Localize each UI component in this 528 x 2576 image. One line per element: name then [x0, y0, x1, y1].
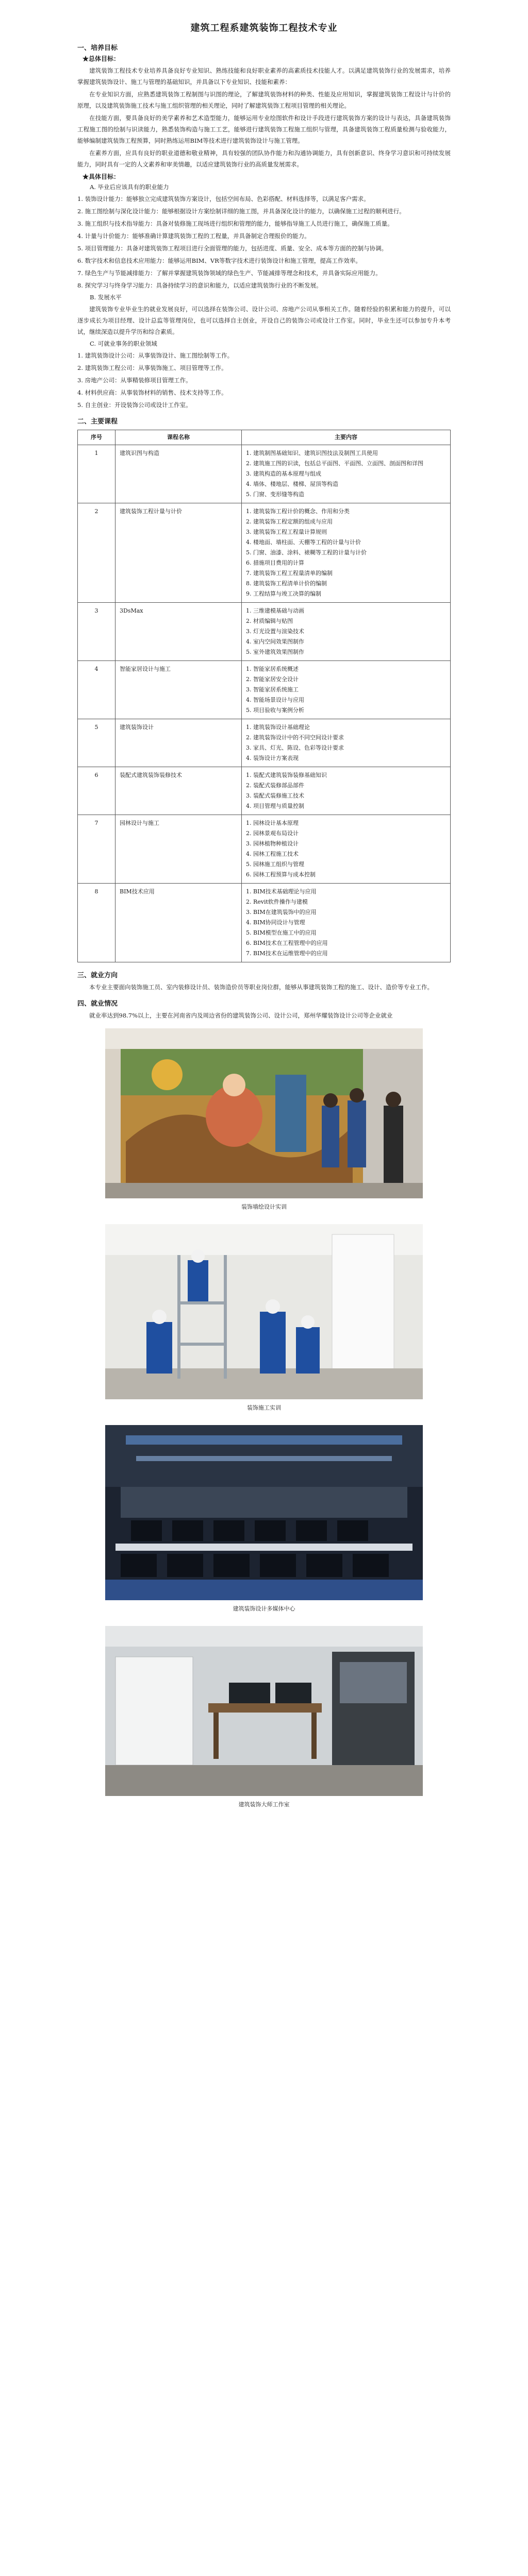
course-content-line: 5. 园林施工组织与管理 — [246, 861, 304, 868]
course-content-line: 5. 室外建筑效果图制作 — [246, 649, 304, 655]
overall-goal-heading: ★总体目标： — [82, 55, 120, 62]
list-item: 6. 数字技术和信息技术应用能力：能够运用BIM、VR等数字技术进行装饰设计和施工管理，提高工作效率。 — [77, 257, 361, 264]
course-content-line: 2. 材质编辑与贴图 — [246, 618, 293, 624]
course-name: 智能家居设计与施工 — [116, 661, 242, 719]
course-content-line: 7. BIM技术在运维管理中的应用 — [246, 950, 328, 957]
course-content — [242, 661, 451, 719]
course-seq: 4 — [78, 661, 116, 719]
course-content-line: 6. 措施项目费用的计算 — [246, 560, 304, 566]
section-objectives — [77, 42, 451, 411]
list-item: 8. 探究学习与终身学习能力：具备持续学习的意识和能力，以适应建筑装饰行业的不断发展。 — [77, 282, 322, 289]
course-content — [242, 719, 451, 767]
section-heading: 二、主要课程 — [77, 418, 118, 426]
course-content — [242, 815, 451, 884]
table-row — [78, 815, 451, 884]
course-content-line: 5. 门窗、油漆、涂料、裱糊等工程的计量与计价 — [246, 549, 367, 556]
course-content-line: 6. BIM技术在工程管理中的应用 — [246, 940, 328, 946]
section-employment-direction — [77, 970, 451, 993]
course-name: 建筑装饰工程计量与计价 — [116, 503, 242, 603]
course-content — [242, 767, 451, 815]
document-title: 建筑工程系建筑装饰工程技术专业 — [190, 23, 338, 33]
course-content-line: 1. 园林设计基本原理 — [246, 820, 299, 826]
list-item: 7. 绿色生产与节能减排能力：了解并掌握建筑装饰领域的绿色生产、节能减排等理念和技术，并具备实际应用能力。 — [77, 269, 382, 277]
col-header-content: 主要内容 — [242, 430, 451, 445]
course-seq: 7 — [78, 815, 116, 884]
course-content-line: 4. 墙体、楼地层、楼梯、屋顶等构造 — [246, 481, 338, 487]
specific-goal-heading: ★具体目标： — [82, 173, 120, 180]
course-content-line: 4. 室内空间效果图制作 — [246, 638, 304, 645]
course-seq: 5 — [78, 719, 116, 767]
paragraph: 在素养方面，应具有良好的职业道德和敬业精神，具有较强的团队协作能力和沟通协调能力，具有创新意识、终身学习意识和可持续发展能力，同时具有一定的人文素养和审美情趣，以适应建筑装饰行业的高质量发展需求。 — [77, 149, 451, 168]
course-name: 建筑识图与构造 — [116, 445, 242, 503]
list-item: 3. 施工组织与技术指导能力：具备对装修施工现场进行组织和管理的能力，能够指导施工人员进行施工，确保施工质量。 — [77, 220, 393, 227]
course-content-line: 3. 园林植物种植设计 — [246, 840, 299, 847]
multimedia-center-photo — [105, 1425, 423, 1600]
table-row — [78, 719, 451, 767]
course-content-line: 1. 建筑制图基础知识、建筑识图技法及制图工具使用 — [246, 450, 378, 456]
course-content — [242, 884, 451, 962]
course-content-line: 3. 建筑装饰工程工程量计算规则 — [246, 529, 327, 535]
course-content-line: 8. 建筑装饰工程清单计价的编制 — [246, 580, 327, 587]
course-content-line: 4. 楼地面、墙柱面、天棚等工程的计量与计价 — [246, 539, 361, 546]
course-name: 装配式建筑装饰装修技术 — [116, 767, 242, 815]
course-content-line: 7. 建筑装饰工程工程量清单的编制 — [246, 570, 333, 577]
course-content-line: 1. 建筑装饰设计基础理论 — [246, 724, 310, 731]
paragraph: 在专业知识方面，应熟悉建筑装饰工程制图与识图的理论，了解建筑装饰材料的种类、性能及应用知识，掌握建筑装饰工程设计与计价的原理，以及建筑装饰施工技术与施工组织管理的相关理论，同时了解建筑装饰工程项目管理的相关理论。 — [77, 91, 451, 109]
course-seq: 8 — [78, 884, 116, 962]
course-name: 园林设计与施工 — [116, 815, 242, 884]
course-name: 建筑装饰设计 — [116, 719, 242, 767]
section-employment-status — [77, 998, 451, 1021]
list-item: 4. 计量与计价能力：能够准确计算建筑装饰工程的工程量，并具备制定合理报价的能力。 — [77, 232, 310, 240]
course-content-line: 4. 园林工程施工技术 — [246, 851, 299, 857]
course-content-line: 5. 门窗、变形缝等构造 — [246, 491, 304, 498]
list-item: 1. 建筑装饰设计公司：从事装饰设计、施工图绘制等工作。 — [77, 352, 234, 359]
photo-figure — [77, 1224, 451, 1412]
course-content-line: 2. 装配式装修部品部件 — [246, 782, 304, 789]
course-content-line: 2. 建筑施工图的识读，包括总平面图、平面图、立面图、剖面图和详图 — [246, 460, 423, 467]
course-content-line: 3. 灯光设置与渲染技术 — [246, 628, 304, 635]
course-content-line: 3. BIM在建筑装饰中的应用 — [246, 909, 317, 916]
course-name: 3DsMax — [116, 603, 242, 661]
photo-figure — [77, 1425, 451, 1613]
ability-list — [77, 193, 451, 291]
list-item: 3. 房地产公司：从事精装修项目管理工作。 — [77, 377, 192, 384]
table-header-row — [78, 430, 451, 445]
photo-caption: 建筑装饰设计多媒体中心 — [233, 1605, 295, 1612]
list-item: 1. 装饰设计能力：能够独立完成建筑装饰方案设计，包括空间布局、色彩搭配、材料选择等，以满足客户需求。 — [77, 195, 370, 202]
fields-list — [77, 350, 451, 411]
paragraph: 在技能方面，要具备良好的美学素养和艺术造型能力，能够运用专业绘图软件和设计手段进行建筑装饰方案的设计与表达，具备建筑装饰工程施工图的绘制与识读能力，熟悉装饰构造与施工工艺，能够进行建筑装饰工程施工组织与管理，具备建筑装饰工程质量检测与验收能力，能够编制建筑装饰工程预算，同时熟练运用BIM等技术进行建筑装饰设计与施工管理。 — [77, 114, 451, 144]
document-body — [77, 0, 451, 1822]
paragraph: 建筑装饰工程技术专业培养具备良好专业知识、熟练技能和良好职业素养的高素质技术技能人才。以满足建筑装饰行业的发展需求，培养掌握建筑装饰设计、施工与管理的基础知识，并具备以下专业知识、技能和素养： — [77, 67, 451, 86]
course-seq: 2 — [78, 503, 116, 603]
col-header-seq: 序号 — [78, 430, 116, 445]
course-content-line: 9. 工程结算与竣工决算的编制 — [246, 590, 321, 597]
course-content-line: 3. 装配式装修施工技术 — [246, 792, 304, 799]
course-content-line: 3. 家具、灯光、陈设、色彩等设计要求 — [246, 744, 344, 751]
fields-heading: C. 可就业事务的职业领域 — [90, 340, 157, 347]
course-content-line: 2. 智能家居安全设计 — [246, 676, 299, 683]
ability-heading: A. 毕业后应该具有的职业能力 — [90, 183, 169, 191]
table-row — [78, 503, 451, 603]
construction-training-photo — [105, 1224, 423, 1399]
course-content-line: 2. Revit软件操作与建模 — [246, 899, 308, 905]
photo-figure — [77, 1028, 451, 1211]
course-content-line: 5. 项目验收与案例分析 — [246, 707, 304, 714]
course-content-line: 1. 智能家居系统概述 — [246, 666, 299, 672]
course-content-line: 1. 建筑装饰工程计价的概念、作用和分类 — [246, 508, 350, 515]
course-seq: 3 — [78, 603, 116, 661]
photo-figure — [77, 1626, 451, 1808]
photo-caption: 建筑装饰大师工作室 — [238, 1801, 290, 1808]
course-content-line: 4. BIM协同设计与管理 — [246, 919, 305, 926]
list-item: 4. 材料供应商：从事装饰材料的销售、技术支持等工作。 — [77, 389, 227, 396]
section-heading: 一、培养目标 — [77, 44, 118, 52]
list-item: 2. 建筑装饰工程公司：从事装饰施工、项目管理等工作。 — [77, 364, 227, 371]
master-studio-photo — [105, 1626, 423, 1796]
course-content-line: 2. 建筑装饰设计中的不同空间设计要求 — [246, 734, 344, 741]
course-content — [242, 445, 451, 503]
section-heading: 四、就业情况 — [77, 1000, 118, 1008]
course-content-line: 4. 装饰设计方案表现 — [246, 755, 299, 761]
course-content-line: 2. 园林景观布局设计 — [246, 830, 299, 837]
development-heading: B. 发展水平 — [90, 294, 122, 301]
course-content — [242, 503, 451, 603]
section-heading: 三、就业方向 — [77, 972, 118, 979]
photo-caption: 装饰施工实训 — [247, 1404, 281, 1411]
course-content-line: 3. 智能家居系统施工 — [246, 686, 299, 693]
development-text: 建筑装饰专业毕业生的就业发展良好，可以选择在装饰公司、设计公司、房地产公司从事相关工作。随着经验的积累和能力的提升，可以逐步成长为项目经理、设计总监等管理岗位，也可以选择自主创业，开设自己的装饰公司或设计工作室。同时，毕业生还可以参加专升本考试，继续深造以提升学历和综合素质。 — [77, 306, 451, 335]
col-header-name: 课程名称 — [116, 430, 242, 445]
list-item: 5. 项目管理能力：具备对建筑装饰工程项目进行全面管理的能力，包括进度、质量、安全、成本等方面的控制与协调。 — [77, 245, 388, 252]
course-content — [242, 603, 451, 661]
course-content-line: 1. 装配式建筑装饰装修基础知识 — [246, 772, 327, 778]
overall-goal-text — [77, 65, 451, 170]
course-content-line: 4. 智能场景设计与应用 — [246, 697, 304, 703]
employment-status-text: 就业率达到98.7%以上，主要在河南省内及周边省份的建筑装饰公司、设计公司，郑州华耀装饰设计公司等企业就业 — [89, 1012, 393, 1019]
table-row — [78, 661, 451, 719]
photo-caption: 装饰墙绘设计实训 — [241, 1204, 287, 1210]
course-seq: 1 — [78, 445, 116, 503]
course-content-line: 1. BIM技术基础理论与应用 — [246, 888, 317, 895]
course-content-line: 3. 建筑构造的基本原理与组成 — [246, 470, 321, 477]
course-table — [77, 430, 451, 962]
course-name: BIM技术应用 — [116, 884, 242, 962]
table-row — [78, 767, 451, 815]
course-content-line: 6. 园林工程预算与成本控制 — [246, 871, 316, 878]
list-item: 2. 施工图绘制与深化设计能力：能够根据设计方案绘制详细的施工图，并具备深化设计的能力，以确保施工过程的顺利进行。 — [77, 208, 405, 215]
course-content-line: 1. 三维建模基础与动画 — [246, 607, 304, 614]
section-courses — [77, 416, 451, 962]
table-row — [78, 884, 451, 962]
course-seq: 6 — [78, 767, 116, 815]
photo-gallery — [77, 1028, 451, 1808]
mural-training-photo — [105, 1028, 423, 1198]
table-row — [78, 603, 451, 661]
employment-direction-text: 本专业主要面向装饰施工员、室内装修设计员、装饰造价员等职业岗位群，能够从事建筑装饰工程的施工、设计、造价等专业工作。 — [89, 984, 433, 991]
course-content-line: 4. 项目管理与质量控制 — [246, 803, 304, 809]
course-content-line: 5. BIM模型在施工中的应用 — [246, 929, 317, 936]
table-row — [78, 445, 451, 503]
list-item: 5. 自主创业：开设装饰公司或设计工作室。 — [77, 401, 192, 409]
course-content-line: 2. 建筑装饰工程定额的组成与应用 — [246, 518, 333, 525]
